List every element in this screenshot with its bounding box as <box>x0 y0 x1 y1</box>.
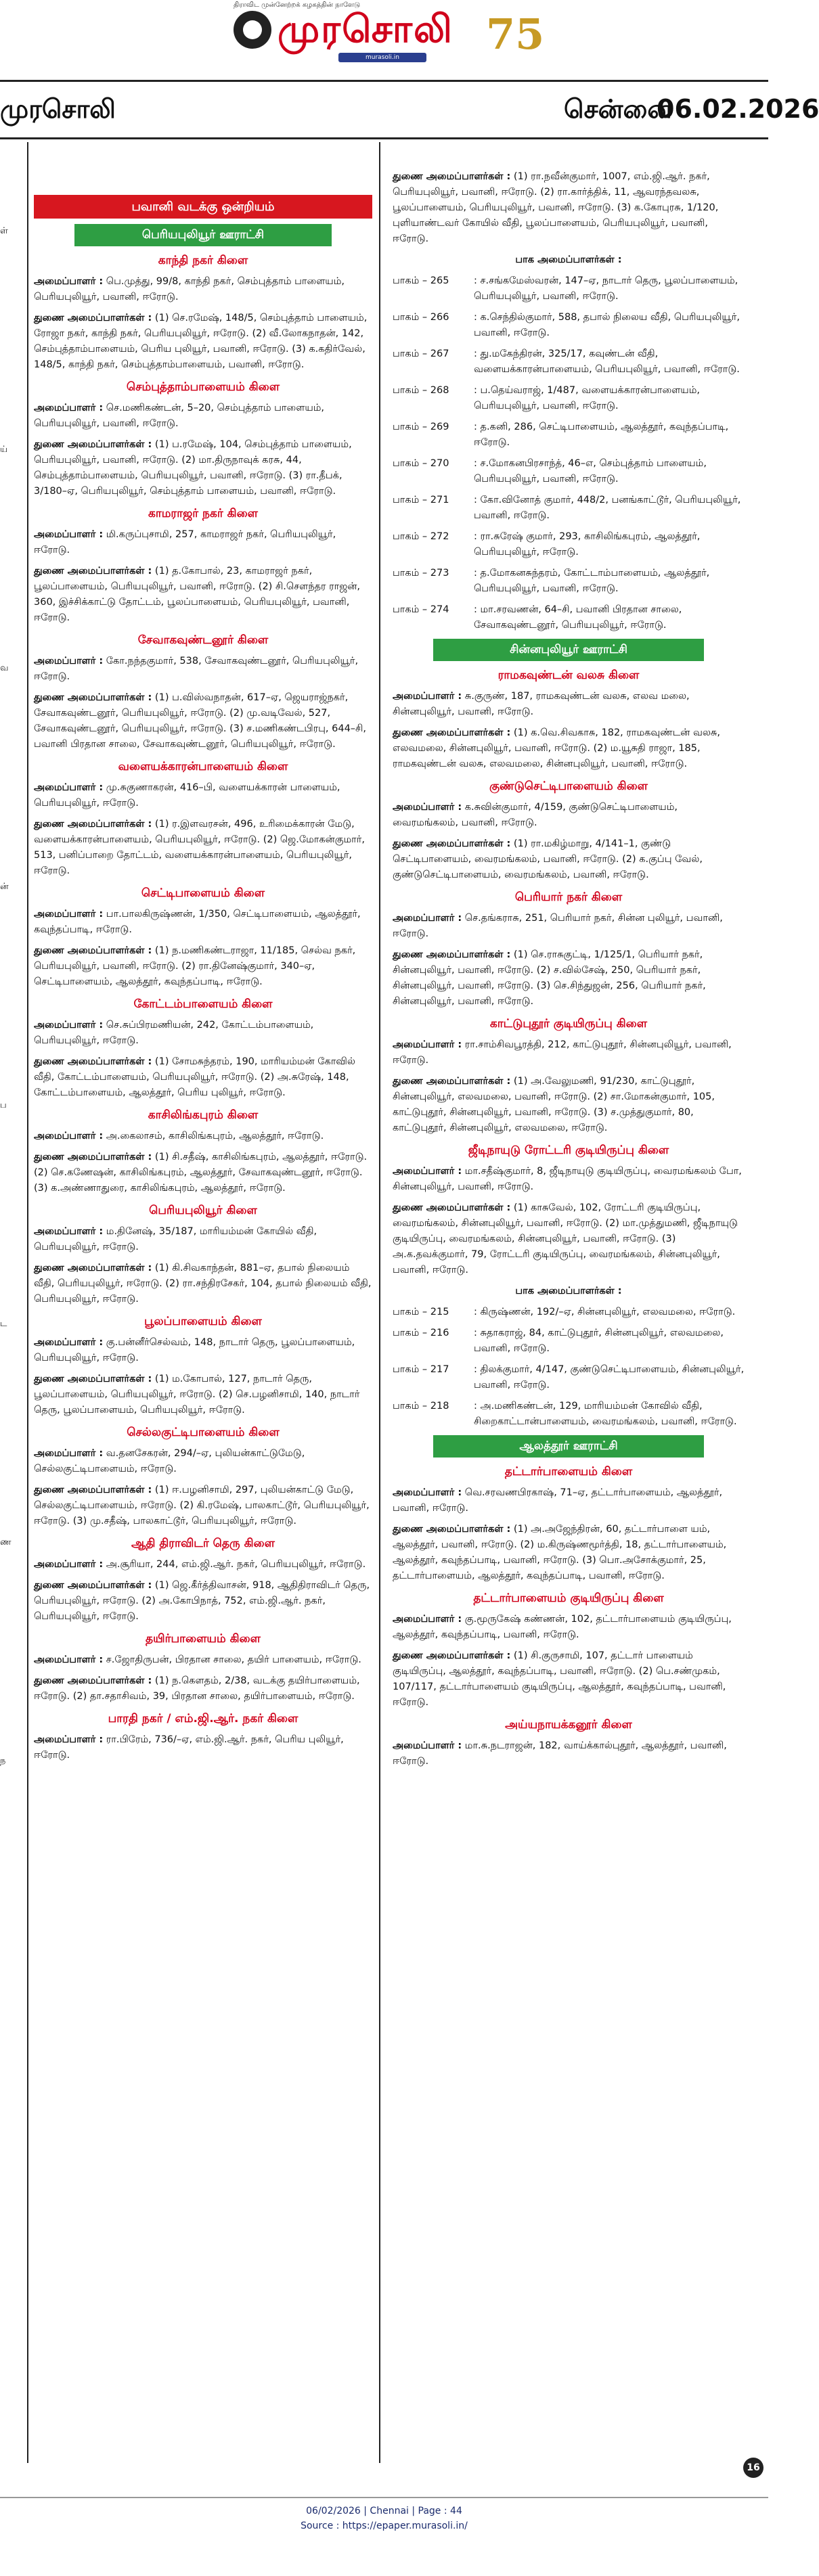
edition-date: 06.02.2026 <box>657 94 819 124</box>
booth-row <box>393 493 745 524</box>
role-label: துணை அமைப்பாளர்கள் : <box>393 949 511 960</box>
booth-number: பாகம் – 217 <box>393 1364 449 1375</box>
role-label: துணை அமைப்பாளர்கள் : <box>34 1485 152 1495</box>
office-bearer-details: செ.மணிகண்டன், 5–20, செம்புத்தாம் பாளையம், பெரியபுலியூர், பவானி, ஈரோடு. <box>34 403 325 429</box>
booth-number: பாகம் – 273 <box>393 568 449 579</box>
brand-name: முரசொலி <box>0 94 116 124</box>
office-bearer-details: (1) ர.இளவரசன், 496, உரிமைக்காரன் மேடு, வளையக்காரன்பாளையம், பெரியபுலியூர், ஈரோடு. (2) ஜெ.மோகன்குமார், 513, பனிப்பாறை தோட்டம், வளையக்காரன்பாளையம், பெரியபுலியூர், ஈரோடு. <box>34 819 365 876</box>
role-label: அமைப்பாளர் : <box>393 691 462 702</box>
role-label: துணை அமைப்பாளர்கள் : <box>34 1580 152 1591</box>
branch-heading: குண்டுசெட்டிபாளையம் கிளை <box>489 779 648 793</box>
booth-row <box>393 383 745 414</box>
booth-number: பாகம் – 268 <box>393 385 449 396</box>
role-label: அமைப்பாளர் : <box>34 1734 104 1745</box>
booth-row <box>393 1399 745 1430</box>
office-bearer-entry <box>34 1129 372 1144</box>
role-label: அமைப்பாளர் : <box>34 403 104 413</box>
edition-city: சென்னை <box>564 94 673 124</box>
clipped-text-fragment: ண <box>0 1537 12 1547</box>
booth-row <box>393 1305 745 1320</box>
booth-number: பாகம் – 272 <box>393 531 449 542</box>
booth-row <box>393 1326 745 1357</box>
office-bearer-entry <box>34 1224 372 1255</box>
office-bearer-details: வெ.சரவணபிரகாஷ், 71–ஏ, தட்டார்பாளையம், ஆலத்தூர், பவானி, ஈரோடு. <box>393 1487 723 1514</box>
role-label: துணை அமைப்பாளர்கள் : <box>34 1263 152 1273</box>
office-bearer-entry <box>34 1335 372 1366</box>
office-bearer-entry <box>34 1261 372 1307</box>
role-label: துணை அமைப்பாளர்கள் : <box>34 819 152 830</box>
role-label: அமைப்பாளர் : <box>34 1448 104 1459</box>
booth-number: பாகம் – 266 <box>393 312 449 323</box>
role-label: துணை அமைப்பாளர்கள் : <box>393 171 511 182</box>
booth-row <box>393 310 745 341</box>
masthead <box>0 0 768 74</box>
office-bearer-details: (1) க.வெ.சிவகாசு, 182, ராமகவுண்டன் வலசு, எலவமலை, சின்னபுலியூர், பவானி, ஈரோடு. (2) ம.யூசுதி ராஜா, 185, ராமகவுண்டன் வலசு, எலவமலை, சின்னபுலியூர், பவானி, ஈரோடு. <box>393 727 720 769</box>
booth-organizer: : ப.தெய்வராஜ், 1/487, வளையக்காரன்பாளையம், பெரியபுலியூர், பவானி, ஈரோடு. <box>474 385 700 411</box>
office-bearer-details: (1) செ.ரமேஷ், 148/5, செம்புத்தாம் பாளையம், ரோஜா நகர், காந்தி நகர், பெரியபுலியூர், ஈரோடு. (2) வீ.லோகநாதன், 142, செம்புத்தாம்பாளையம், பெரிய புலியூர், பவானி, ஈரோடு. (3) க.கதிர்வேல், 148/5, காந்தி நகர், செம்புத்தாம்பாளையம், பவானி, ஈரோடு. <box>34 313 368 370</box>
branch-heading: ஜீடிநாயுடு ரோட்டரி குடியிருப்பு கிளை <box>468 1144 669 1157</box>
column-divider <box>379 142 380 2463</box>
office-bearer-entry <box>34 1673 372 1704</box>
footer-edition-info: 06/02/2026 | Chennai | Page : 44 <box>306 2506 462 2516</box>
booth-row <box>393 1362 745 1393</box>
role-label: துணை அமைப்பாளர்கள் : <box>34 1675 152 1686</box>
office-bearer-entry <box>34 311 372 373</box>
role-label: அமைப்பாளர் : <box>34 1020 104 1031</box>
role-label: அமைப்பாளர் : <box>34 1559 104 1570</box>
article-column-1 <box>34 189 372 1769</box>
office-bearer-entry <box>34 1578 372 1625</box>
office-bearer-details: (1) ரா.நவீன்குமார், 1007, எம்.ஜி.ஆர். நகர், பெரியபுலியூர், பவானி, ஈரோடு. (2) ரா.கார்த்திக், 11, ஆவரந்தவலசு, பூலப்பாளையம், பெரியபுலியூர், பவானி, ஈரோடு. (3) க.கோபுரசு, 1/120, புளியாண்டவர் கோயில் வீதி, பூலப்பாளையம், பெரியபுலியூர், பவானி, ஈரோடு. <box>393 171 719 244</box>
office-bearer-details: க.சுவின்குமார், 4/159, குண்டுசெட்டிபாளையம், வைரமங்கலம், பவானி, ஈரோடு. <box>393 802 678 828</box>
office-bearer-entry <box>34 1732 372 1763</box>
office-bearer-details: மு.சுகுணாகரன், 416–பி, வளையக்காரன் பாளையம், பெரியபுலியூர், ஈரோடு. <box>34 782 340 809</box>
footer <box>0 2504 768 2533</box>
office-bearer-entry <box>34 401 372 432</box>
office-bearer-entry <box>393 800 745 831</box>
booth-organizer: : கிருஷ்ணன், 192/–ஏ, சின்னபுலியூர், எலவமலை, ஈரோடு. <box>474 1307 736 1317</box>
booth-organizers-heading: பாக அமைப்பாளர்கள் : <box>515 1286 622 1296</box>
role-label: அமைப்பாளர் : <box>34 1654 104 1665</box>
branch-heading: காசிலிங்கபுரம் கிளை <box>148 1108 259 1122</box>
role-label: அமைப்பாளர் : <box>393 1039 462 1050</box>
booth-row <box>393 529 745 560</box>
office-bearer-details: பா.பாலகிருஷ்ணன், 1/350, செட்டிபாளையம், ஆலத்தூர், கவுந்தப்பாடி, ஈரோடு. <box>34 909 361 935</box>
booth-number: பாகம் – 218 <box>393 1401 449 1411</box>
office-bearer-entry <box>393 1648 745 1711</box>
office-bearer-details: (1) த.கோபால், 23, காமராஜர் நகர், பூலப்பாளையம், பெரியபுலியூர், பவானி, ஈரோடு. (2) சி.செளந்தர ராஜன், 360, இச்சிக்காட்டு தோட்டம், பூலப்பாளையம், பெரியபுலியூர், பவானி, ஈரோடு. <box>34 566 360 623</box>
panchayat-heading: ஆலத்தூர் ஊராட்சி <box>433 1435 704 1458</box>
role-label: துணை அமைப்பாளர்கள் : <box>34 566 152 577</box>
office-bearer-details: மி.கருப்புசாமி, 257, காமராஜர் நகர், பெரியபுலியூர், ஈரோடு. <box>34 529 336 556</box>
role-label: அமைப்பாளர் : <box>34 276 104 287</box>
booth-organizer: : கோ.வினோத் குமார், 448/2, பனங்காட்டூர், பெரியபுலியூர், பவானி, ஈரோடு. <box>474 495 741 521</box>
office-bearer-entry <box>34 1557 372 1573</box>
branch-heading: பெரியபுலியூர் கிளை <box>149 1204 257 1217</box>
role-label: துணை அமைப்பாளர்கள் : <box>393 1650 511 1661</box>
office-bearer-entry <box>34 1446 372 1477</box>
office-bearer-details: (1) ந.கௌதம், 2/38, வடக்கு தயிர்பாளையம், ஈரோடு. (2) தா.சதாசிவம், 39, பிரதான சாலை, தயிர்பாளையம், ஈரோடு. <box>34 1675 360 1702</box>
booth-organizer: : த.கனி, 286, செட்டிபாளையம், ஆலத்தூர், கவுந்தப்பாடி, ஈரோடு. <box>474 422 729 448</box>
newspaper-logo-subtitle: murasoli.in <box>338 53 426 62</box>
branch-heading: வளையக்காரன்பாளையம் கிளை <box>118 760 288 773</box>
role-label: துணை அமைப்பாளர்கள் : <box>34 692 152 703</box>
office-bearer-entry <box>393 689 745 720</box>
office-bearer-entry <box>34 437 372 499</box>
booth-organizer: : திலக்குமார், 4/147, குண்டுசெட்டிபாளையம், சின்னபுலியூர், பவானி, ஈரோடு. <box>474 1364 745 1391</box>
office-bearer-entry <box>34 1652 372 1668</box>
office-bearer-details: செ.தங்கராசு, 251, பெரியார் நகர், சின்ன புலியூர், பவானி, ஈரோடு. <box>393 913 723 939</box>
office-bearer-details: (1) ந.மணிகண்டராஜா, 11/185, செல்வ நகர், பெரியபுலியூர், பவானி, ஈரோடு. (2) ரா.தினேஷ்குமார், 340–ஏ, செட்டிபாளையம், ஆலத்தூர், கவுந்தப்பாடி, ஈரோடு. <box>34 945 356 987</box>
page-header-bar <box>0 80 819 139</box>
booth-row <box>393 602 745 633</box>
booth-organizer: : சுதாகராஜ், 84, காட்டுபுதூர், சின்னபுலியூர், எலவமலை, பவானி, ஈரோடு. <box>474 1328 724 1354</box>
article-column-2 <box>393 169 745 1775</box>
office-bearer-details: (1) ப.விஸ்வநாதன், 617–ஏ, ஜெயராஜ்நகர், சேவாகவுண்டனூர், பெரியபுலியூர், ஈரோடு. (2) மு.வடிவேல், 527, சேவாகவுண்டனூர், பெரியபுலியூர், ஈரோடு. (3) ச.மணிகண்டபிரபு, 644–சி, பவானி பிரதான சாலை, சேவாகவுண்டனூர், பெரியபுலியூர், ஈரோடு. <box>34 692 367 750</box>
branch-heading: பாரதி நகர் / எம்.ஜி.ஆர். நகர் கிளை <box>108 1712 298 1725</box>
office-bearer-details: ச.ஜோதிருபன், பிரதான சாலை, தயிர் பாளையம், ஈரோடு. <box>103 1654 361 1665</box>
office-bearer-details: அ.கைலாசம், காசிலிங்கபுரம், ஆலத்தூர், ஈரோடு. <box>103 1131 324 1142</box>
booth-number: பாகம் – 265 <box>393 275 449 286</box>
office-bearer-entry <box>34 817 372 879</box>
office-bearer-details: செ.சுப்பிரமணியன், 242, கோட்டம்பாளையம், பெரியபுலியூர், ஈரோடு. <box>34 1020 314 1046</box>
office-bearer-entry <box>393 947 745 1010</box>
anniversary-badge <box>474 5 545 66</box>
role-label: துணை அமைப்பாளர்கள் : <box>34 1152 152 1162</box>
office-bearer-details: (1) செ.ராசுகுட்டி, 1/125/1, பெரியார் நகர், சின்னபுலியூர், பவானி, ஈரோடு. (2) ச.வில்சேஷ், 250, பெரியார் நகர், சின்னபுலியூர், பவானி, ஈரோடு. (3) செ.சிந்துஜன், 256, பெரியார் நகர், சின்னபுலியூர், பவானி, ஈரோடு. <box>393 949 706 1007</box>
office-bearer-entry <box>34 564 372 626</box>
office-bearer-details: வ.தனசேகரன், 294/–ஏ, புலியன்காட்டுமேடு, செல்லகுட்டிபாளையம், ஈரோடு. <box>34 1448 305 1474</box>
office-bearer-details: (1) சி.குருசாமி, 107, தட்டார் பாளையம் குடியிருப்பு, ஆலத்தூர், கவுந்தப்பாடி, பவானி, ஈரோடு. (2) பெ.சண்முகம், 107/117, தட்டார்பாளையம் குடியிருப்பு, ஆலத்தூர், கவுந்தப்பாடி, பவானி, ஈரோடு. <box>393 1650 726 1708</box>
branch-heading: தட்டார்பாளையம் குடியிருப்பு கிளை <box>473 1591 664 1605</box>
role-label: துணை அமைப்பாளர்கள் : <box>393 727 511 738</box>
role-label: துணை அமைப்பாளர்கள் : <box>34 439 152 450</box>
office-bearer-details: கு.பன்னீர்செல்வம், 148, நாடார் தெரு, பூலப்பாளையம், பெரியபுலியூர், ஈரோடு. <box>34 1337 355 1363</box>
footer-source-link[interactable]: Source : https://epaper.murasoli.in/ <box>301 2521 468 2531</box>
clipped-text-fragment: வ <box>0 663 9 673</box>
clipped-text-fragment: ய் <box>0 445 8 455</box>
booth-number: பாகம் – 216 <box>393 1328 449 1338</box>
office-bearer-details: ம.தினேஷ், 35/187, மாரியம்மன் கோயில் வீதி, பெரியபுலியூர், ஈரோடு. <box>34 1226 317 1252</box>
office-bearer-entry <box>34 1372 372 1418</box>
branch-heading: கோட்டம்பாளையம் கிளை <box>133 997 273 1011</box>
office-bearer-details: (1) சோமசுந்தரம், 190, மாரியம்மன் கோவில் வீதி, கோட்டம்பாளையம், பெரியபுலியூர், ஈரோடு. (2) அ.சுரேஷ், 148, கோட்டம்பாளையம், ஆலத்தூர், பெரிய புலியூர், ஈரோடு. <box>34 1056 355 1098</box>
office-bearer-entry <box>393 836 745 883</box>
office-bearer-details: மா.சதீஷ்குமார், 8, ஜீடிநாயுடு குடியிருப்பு, வைரமங்கலம் போ, சின்னபுலியூர், பவானி, ஈரோடு. <box>393 1166 742 1192</box>
office-bearer-details: சு.குருண், 187, ராமகவுண்டன் வலசு, எலவ மலை, சின்னபுலியூர், பவானி, ஈரோடு. <box>393 691 690 717</box>
booth-row <box>393 346 745 378</box>
office-bearer-details: அ.சூரியா, 244, எம்.ஜி.ஆர். நகர், பெரியபுலியூர், ஈரோடு. <box>103 1559 366 1570</box>
booth-row <box>393 456 745 487</box>
role-label: அமைப்பாளர் : <box>393 802 462 813</box>
booth-number: பாகம் – 215 <box>393 1307 449 1317</box>
page-number-badge: 16 <box>743 2458 763 2478</box>
office-bearer-details: ரா.சாம்சிவபூரத்தி, 212, காட்டுபுதூர், சின்னபுலியூர், பவானி, ஈரோடு. <box>393 1039 732 1066</box>
role-label: துணை அமைப்பாளர்கள் : <box>34 313 152 323</box>
panchayat-heading: பெரியபுலியூர் ஊராட்சி <box>74 224 332 246</box>
office-bearer-details: கோ.நந்தகுமார், 538, சேவாகவுண்டனூர், பெரியபுலியூர், ஈரோடு. <box>34 656 359 682</box>
branch-heading: ஆதி திராவிடர் தெரு கிளை <box>131 1537 275 1550</box>
office-bearer-entry <box>34 1150 372 1196</box>
newspaper-logo-title[interactable]: முரசொலி <box>278 7 453 51</box>
booth-number: பாகம் – 274 <box>393 604 449 615</box>
office-bearer-entry <box>393 725 745 772</box>
office-bearer-entry <box>34 1054 372 1101</box>
office-bearer-details: (1) ம.கோபால், 127, நாடார் தெரு, பூலப்பாளையம், பெரியபுலியூர், ஈரோடு. (2) செ.பழனிசாமி, 140, நாடார் தெரு, பூலப்பாளையம், பெரியபுலியூர், ஈரோடு. <box>34 1374 360 1416</box>
role-label: அமைப்பாளர் : <box>34 1226 104 1237</box>
role-label: துணை அமைப்பாளர்கள் : <box>34 1374 152 1384</box>
office-bearer-entry <box>34 527 372 558</box>
role-label: துணை அமைப்பாளர்கள் : <box>393 1202 511 1213</box>
role-label: அமைப்பாளர் : <box>34 656 104 666</box>
branch-heading: தட்டார்பாளையம் கிளை <box>504 1465 633 1478</box>
union-heading: பவானி வடக்கு ஒன்றியம் <box>34 195 372 219</box>
booth-organizer: : ரா.சுரேஷ் குமார், 293, காசிலிங்கபுரம், ஆலத்தூர், பெரியபுலியூர், ஈரோடு. <box>474 531 701 558</box>
footer-divider <box>0 2497 768 2498</box>
clipped-text-fragment: ட <box>0 1319 7 1329</box>
office-bearer-details: (1) காசுவேல், 102, ரோட்டரி குடியிருப்பு, வைரமங்கலம், சின்னபுலியூர், பவானி, ஈரோடு. (2) மா.முத்துமணி, ஜீடிநாயுடு குடியிருப்பு, வைரமங்கலம், சின்னபுலியூர், பவானி, ஈரோடு. (3) அ.க.தவக்குமார், 79, ரோட்டரி குடியிருப்பு, வைரமங்கலம், சின்னபுலியூர், பவானி, ஈரோடு. <box>393 1202 738 1275</box>
booth-row <box>393 566 745 597</box>
role-label: அமைப்பாளர் : <box>393 1487 462 1498</box>
branch-heading: பெரியார் நகர் கிளை <box>514 890 623 904</box>
role-label: துணை அமைப்பாளர்கள் : <box>393 838 511 849</box>
office-bearer-entry <box>393 1074 745 1136</box>
office-bearer-details: (1) அ.அஜேந்திரன், 60, தட்டார்பாளை யம், ஆலத்தூர், பவானி, ஈரோடு. (2) ம.கிருஷ்ணமூர்த்தி, 18, தட்டார்பாளையம், ஆலத்தூர், கவுந்தப்பாடி, பவானி, ஈரோடு. (3) பொ.அசோக்குமார், 25, தட்டார்பாளையம், ஆலத்தூர், கவுந்தப்பாடி, பவானி, ஈரோடு. <box>393 1524 727 1581</box>
booth-number: பாகம் – 271 <box>393 495 449 505</box>
booth-organizer: : மா.சரவணன், 64–சி, பவானி பிரதான சாலை, சேவாகவுண்டனூர், பெரியபுலியூர், ஈரோடு. <box>474 604 682 631</box>
office-bearer-entry <box>393 169 745 247</box>
office-bearer-details: (1) ஜெ.கீர்த்திவாசன், 918, ஆதிதிராவிடர் தெரு, பெரியபுலியூர், ஈரோடு. (2) அ.கோபிநாத், 752, எம்.ஜி.ஆர். நகர், பெரியபுலியூர், ஈரோடு. <box>34 1580 370 1622</box>
office-bearer-entry <box>393 1164 745 1195</box>
office-bearer-entry <box>393 1200 745 1278</box>
anniversary-number: 75 <box>486 9 545 59</box>
booth-organizers-heading: பாக அமைப்பாளர்கள் : <box>515 254 622 265</box>
office-bearer-details: (1) கி.சிவகாந்தன், 881–ஏ, தபால் நிலையம் வீதி, பெரியபுலியூர், ஈரோடு. (2) ரா.சந்திரசேகர், 104, தபால் நிலையம் வீதி, பெரியபுலியூர், ஈரோடு. <box>34 1263 372 1305</box>
role-label: துணை அமைப்பாளர்கள் : <box>34 1056 152 1067</box>
branch-heading: தயிர்பாளையம் கிளை <box>146 1632 261 1646</box>
branch-heading: காந்தி நகர் கிளை <box>158 254 248 267</box>
booth-number: பாகம் – 267 <box>393 348 449 359</box>
role-label: அமைப்பாளர் : <box>34 782 104 793</box>
office-bearer-entry <box>34 780 372 811</box>
office-bearer-entry <box>393 1612 745 1643</box>
column-divider <box>27 142 28 2463</box>
role-label: அமைப்பாளர் : <box>393 1166 462 1177</box>
branch-heading: செம்புத்தாம்பாளையம் கிளை <box>126 380 280 394</box>
role-label: அமைப்பாளர் : <box>34 529 104 540</box>
panchayat-heading: சின்னபுலியூர் ஊராட்சி <box>433 639 704 661</box>
booth-organizer: : த.மோகனசுந்தரம், கோட்டாம்பாளையம், ஆலத்தூர், பெரியபுலியூர், பவானி, ஈரோடு. <box>474 568 710 594</box>
booth-organizer: : க.செந்தில்குமார், 588, தபால் நிலைய வீதி, பெரியபுலியூர், பவானி, ஈரோடு. <box>474 312 740 338</box>
office-bearer-details: (1) சி.சதீஷ், காசிலிங்கபுரம், ஆலத்தூர், ஈரோடு. (2) செ.கணேஷன், காசிலிங்கபுரம், ஆலத்தூர், சேவாகவுண்டனூர், ஈரோடு. (3) க.அண்ணாதுரை, காசிலிங்கபுரம், ஆலத்தூர், ஈரோடு. <box>34 1152 368 1194</box>
booth-number: பாகம் – 270 <box>393 458 449 469</box>
role-label: அமைப்பாளர் : <box>34 909 104 920</box>
clipped-text-fragment: ப <box>0 1100 7 1110</box>
office-bearer-entry <box>34 654 372 685</box>
office-bearer-entry <box>34 1483 372 1529</box>
role-label: அமைப்பாளர் : <box>34 1131 104 1142</box>
branch-heading: செல்லகுட்டிபாளையம் கிளை <box>127 1426 280 1439</box>
clipped-left-column <box>0 223 12 1972</box>
booth-organizer: : ச.சங்கமேஸ்வரன், 147–ஏ, நாடார் தெரு, பூலப்பாளையம், பெரியபுலியூர், பவானி, ஈரோடு. <box>474 275 738 302</box>
booth-row <box>393 273 745 304</box>
office-bearer-details: (1) ரா.மகிழ்மாறு, 4/141–1, குண்டு செட்டிபாளையம், வைரமங்கலம், பவானி, ஈரோடு. (2) க.குப்பு வேல், குண்டுசெட்டிபாளையம், வைரமங்கலம், பவானி, ஈரோடு. <box>393 838 703 880</box>
branch-heading: காமராஜர் நகர் கிளை <box>148 507 258 520</box>
clipped-text-fragment: ன் <box>0 882 9 892</box>
branch-heading: காட்டுபுதூர் குடியிருப்பு கிளை <box>489 1017 648 1031</box>
branch-heading: பூலப்பாளையம் கிளை <box>144 1315 262 1328</box>
office-bearer-details: (1) ஈ.பழனிசாமி, 297, புலியன்காட்டு மேடு, செல்லகுட்டிபாளையம், ஈரோடு. (2) கி.ரமேஷ், பாலகாட்டூர், பெரியபுலியூர், ஈரோடு. (3) மு.சதீஷ், பாலகாட்டூர், பெரியபுலியூர், ஈரோடு. <box>34 1485 370 1527</box>
booth-organizer: : து.மகேந்திரன், 325/17, கவுண்டன் வீதி, வளையக்காரன்பாளையம், பெரியபுலியூர், பவானி, ஈரோடு. <box>474 348 740 375</box>
office-bearer-details: கு.மூருகேஷ் கண்ணன், 102, தட்டார்பாளையம் குடியிருப்பு, ஆலத்தூர், கவுந்தப்பாடி, பவானி, ஈரோடு. <box>393 1614 732 1640</box>
role-label: அமைப்பாளர் : <box>34 1337 104 1348</box>
role-label: துணை அமைப்பாளர்கள் : <box>34 945 152 956</box>
office-bearer-entry <box>34 274 372 305</box>
booth-number: பாகம் – 269 <box>393 422 449 432</box>
office-bearer-entry <box>393 1037 745 1068</box>
branch-heading: அய்யநாயக்கனூர் கிளை <box>505 1718 632 1732</box>
role-label: துணை அமைப்பாளர்கள் : <box>393 1076 511 1087</box>
office-bearer-entry <box>34 1018 372 1049</box>
role-label: துணை அமைப்பாளர்கள் : <box>393 1524 511 1535</box>
booth-organizer: : அ.மணிகண்டன், 129, மாரியம்மன் கோவில் வீதி, சிறைகாட்டான்பாளையம், வைரமங்கலம், பவானி, ஈரோடு. <box>474 1401 737 1427</box>
office-bearer-entry <box>34 690 372 752</box>
office-bearer-details: (1) ப.ரமேஷ், 104, செம்புத்தாம் பாளையம், பெரியபுலியூர், பவானி, ஈரோடு. (2) மா.திருநாவுக் கரசு, 44, செம்புத்தாம்பாளையம், பெரியபுலியூர், பவானி, ஈரோடு. (3) ரா.தீபக், 3/180–ஏ, பெரியபுலியூர், செம்புத்தாம் பாளையம், பவானி, ஈரோடு. <box>34 439 352 497</box>
clipped-text-fragment: ள் <box>0 226 8 236</box>
branch-heading: செட்டிபாளையம் கிளை <box>141 886 265 900</box>
office-bearer-entry <box>393 1738 745 1769</box>
office-bearer-entry <box>393 1485 745 1516</box>
branch-heading: சேவாகவுண்டனூர் கிளை <box>137 633 269 647</box>
office-bearer-details: பெ.முத்து, 99/8, காந்தி நகர், செம்புத்தாம் பாளையம், பெரியபுலியூர், பவானி, ஈரோடு. <box>34 276 345 302</box>
office-bearer-details: (1) அ.வேலுமணி, 91/230, காட்டுபுதூர், சின்னபுலியூர், எலவமலை, பவானி, ஈரோடு. (2) சா.மோகன்குமார், 105, காட்டுபுதூர், சின்னபுலியூர், பவானி, ஈரோடு. (3) ச.முத்துகுமார், 80, காட்டுபுதூர், சின்னபுலியூர், எலவமலை, ஈரோடு. <box>393 1076 715 1133</box>
office-bearer-entry <box>393 911 745 942</box>
role-label: அமைப்பாளர் : <box>393 1740 462 1751</box>
booth-row <box>393 420 745 451</box>
booth-organizer: : ச.மோகனபிரசாந்த், 46–எ, செம்புத்தாம் பாளையம், பெரியபுலியூர், பவானி, ஈரோடு. <box>474 458 707 484</box>
office-bearer-entry <box>393 1522 745 1584</box>
branch-heading: ராமகவுண்டன் வலசு கிளை <box>497 669 640 682</box>
masthead-tagline: திராவிட முன்னேற்றக் கழகத்தின் நாளேடு <box>234 1 360 9</box>
role-label: அமைப்பாளர் : <box>393 1614 462 1625</box>
role-label: அமைப்பாளர் : <box>393 913 462 924</box>
clipped-text-fragment: ந <box>0 1756 6 1766</box>
office-bearer-entry <box>34 943 372 990</box>
rising-sun-emblem-icon <box>234 11 271 49</box>
office-bearer-details: ரா.பிரேம், 736/–ஏ, எம்.ஜி.ஆர். நகர், பெரிய புலியூர், ஈரோடு. <box>34 1734 344 1761</box>
office-bearer-entry <box>34 907 372 938</box>
office-bearer-details: மா.சு.நடராஜன், 182, வாய்க்கால்புதூர், ஆலத்தூர், பவானி, ஈரோடு. <box>393 1740 727 1767</box>
